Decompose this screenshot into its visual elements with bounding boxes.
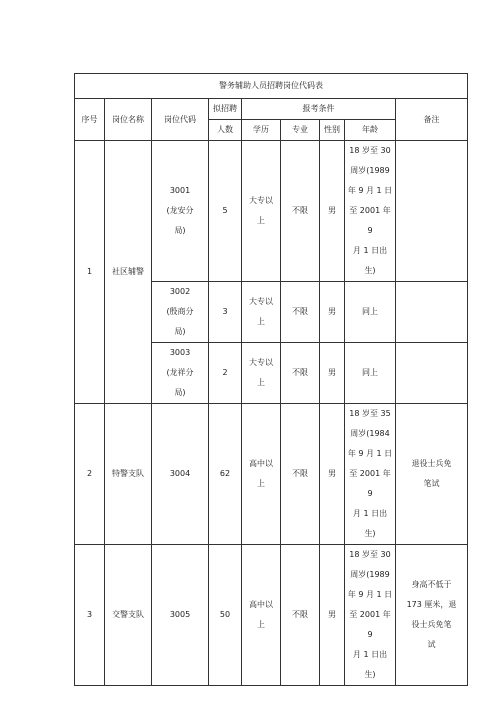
cell-gender: 男 [320, 282, 345, 343]
header-conditions: 报考条件 [242, 99, 396, 120]
header-age: 年龄 [345, 120, 396, 141]
table-row [75, 404, 468, 545]
cell-post-name: 交警支队 [105, 545, 152, 686]
header-post-code: 岗位代码 [152, 99, 209, 141]
table-row [75, 141, 468, 282]
cell-remarks [396, 545, 468, 686]
cell-education [242, 404, 281, 545]
cell-major: 不限 [281, 404, 320, 545]
cell-major: 不限 [281, 282, 320, 343]
cell-post-name: 特警支队 [105, 404, 152, 545]
cell-text: 高中以 上 [249, 459, 273, 488]
cell-text: 3002 (殷商分 局) [166, 287, 194, 336]
cell-major: 不限 [281, 545, 320, 686]
cell-text: 3001 (龙安分 局) [166, 186, 194, 235]
cell-remarks [396, 141, 468, 282]
cell-education [242, 343, 281, 404]
cell-count: 2 [209, 343, 242, 404]
cell-age: 同上 [345, 282, 396, 343]
cell-text: 18 岁至 30 周岁(1989 年 9 月 1 日 至 2001 年 9 月 1 日出 生) [347, 550, 393, 679]
cell-seq: 1 [75, 141, 105, 404]
recruitment-code-table [74, 73, 468, 686]
cell-post-name: 社区辅警 [105, 141, 152, 404]
cell-remarks [396, 343, 468, 404]
cell-post-code: 3004 [152, 404, 209, 545]
header-seq: 序号 [75, 99, 105, 141]
cell-count: 3 [209, 282, 242, 343]
cell-count: 62 [209, 404, 242, 545]
cell-age: 同上 [345, 343, 396, 404]
cell-post-code [152, 282, 209, 343]
cell-seq: 3 [75, 545, 105, 686]
cell-post-code: 3005 [152, 545, 209, 686]
cell-age [345, 545, 396, 686]
cell-text: 高中以 上 [249, 600, 273, 629]
cell-post-code [152, 343, 209, 404]
header-remarks: 备注 [396, 99, 468, 141]
cell-count: 5 [209, 141, 242, 282]
cell-education [242, 545, 281, 686]
cell-remarks [396, 404, 468, 545]
cell-text: 3003 (龙祥分 局) [166, 348, 194, 397]
cell-gender: 男 [320, 545, 345, 686]
cell-gender: 男 [320, 141, 345, 282]
header-gender: 性别 [320, 120, 345, 141]
cell-text: 大专以 上 [249, 358, 273, 387]
cell-gender: 男 [320, 343, 345, 404]
table-row [75, 545, 468, 686]
header-plan-count-top: 拟招聘 [209, 99, 242, 120]
cell-text: 18 岁至 35 周岁(1984 年 9 月 1 日 至 2001 年 9 月 1 日出 生) [347, 409, 393, 538]
cell-text: 18 岁至 30 周岁(1989 年 9 月 1 日 至 2001 年 9 月 1 日出 生) [347, 146, 393, 275]
cell-remarks [396, 282, 468, 343]
cell-major: 不限 [281, 141, 320, 282]
header-major: 专业 [281, 120, 320, 141]
cell-count: 50 [209, 545, 242, 686]
cell-text: 身高不低于 173 厘米，退 役士兵免笔 试 [406, 580, 457, 649]
cell-text: 退役士兵免 笔试 [411, 459, 452, 488]
cell-text: 大专以 上 [249, 297, 273, 326]
cell-gender: 男 [320, 404, 345, 545]
cell-major: 不限 [281, 343, 320, 404]
header-post-name: 岗位名称 [105, 99, 152, 141]
cell-age [345, 404, 396, 545]
cell-post-code [152, 141, 209, 282]
cell-age [345, 141, 396, 282]
cell-seq: 2 [75, 404, 105, 545]
cell-education [242, 282, 281, 343]
header-plan-count-bottom: 人数 [209, 120, 242, 141]
cell-text: 大专以 上 [249, 196, 273, 225]
table-title: 警务辅助人员招聘岗位代码表 [75, 74, 468, 99]
header-education: 学历 [242, 120, 281, 141]
cell-education [242, 141, 281, 282]
